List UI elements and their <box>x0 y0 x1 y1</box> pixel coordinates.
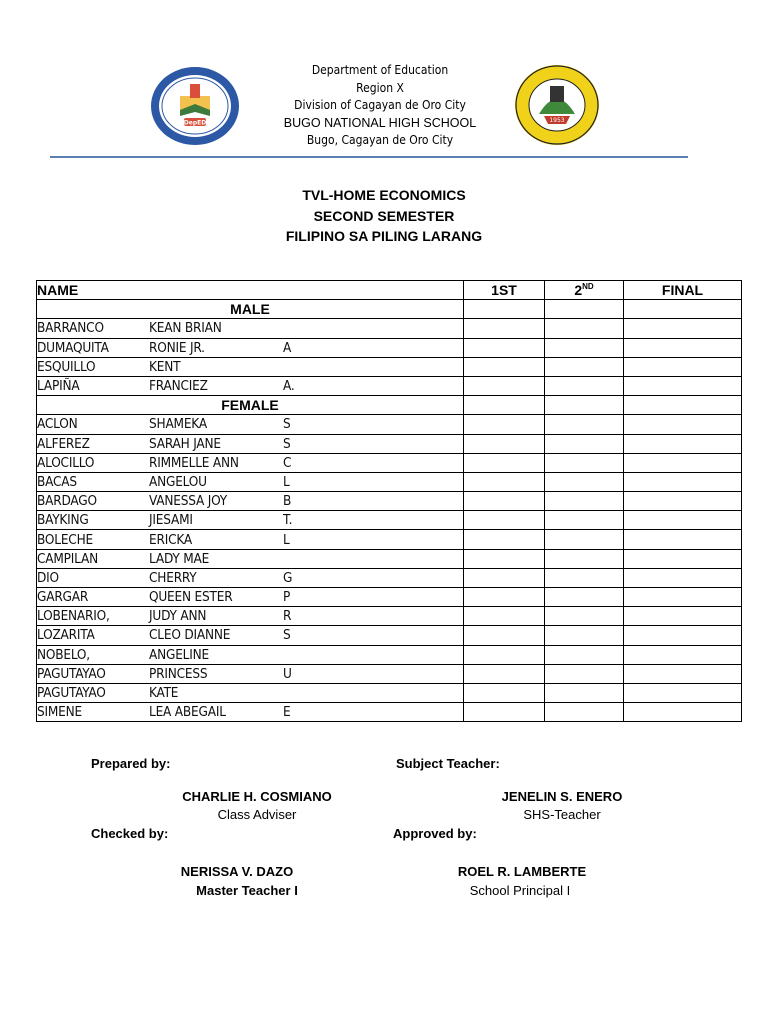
grade-2nd-cell[interactable] <box>545 415 624 434</box>
student-row <box>37 588 742 607</box>
student-mi-name: S <box>283 435 291 452</box>
student-last-name: CAMPILAN <box>37 550 99 567</box>
student-row <box>37 664 742 683</box>
grade-1st-cell[interactable] <box>464 319 545 338</box>
student-mi-name: A <box>283 339 292 356</box>
student-last-name: DIO <box>37 569 59 586</box>
grade-final-cell[interactable] <box>624 683 742 702</box>
student-last-name: SIMENE <box>37 704 83 721</box>
col-final-header: FINAL <box>624 281 742 300</box>
grade-final-cell[interactable] <box>624 492 742 511</box>
student-mi-name: E <box>283 704 291 721</box>
grade-2nd-cell[interactable] <box>545 376 624 395</box>
grade-cell <box>464 396 545 415</box>
student-first-name: SARAH JANE <box>149 435 221 452</box>
grade-final-cell[interactable] <box>624 376 742 395</box>
student-last-name: BAYKING <box>37 512 89 529</box>
student-row <box>37 357 742 376</box>
school-seal-logo <box>150 66 240 146</box>
student-last-name: DUMAQUITA <box>37 339 109 356</box>
prepared-by-label: Prepared by: <box>91 756 171 771</box>
grades-table <box>36 280 742 722</box>
student-last-name: ACLON <box>37 416 78 433</box>
grade-1st-cell[interactable] <box>464 338 545 357</box>
student-name <box>37 511 464 530</box>
student-first-name: KEAN BRIAN <box>149 320 222 337</box>
student-row <box>37 511 742 530</box>
student-row <box>37 492 742 511</box>
grade-final-cell[interactable] <box>624 530 742 549</box>
group-row-female <box>37 396 742 415</box>
grade-final-cell[interactable] <box>624 568 742 587</box>
student-first-name: LADY MAE <box>149 550 210 567</box>
student-name <box>37 588 464 607</box>
student-name <box>37 415 464 434</box>
grade-2nd-cell[interactable] <box>545 645 624 664</box>
student-mi-name: S <box>283 627 291 644</box>
student-first-name: CHERRY <box>149 569 197 586</box>
student-mi-name: C <box>283 454 292 471</box>
grade-1st-cell[interactable] <box>464 453 545 472</box>
student-last-name: BARRANCO <box>37 320 104 337</box>
student-mi-name: A. <box>283 378 295 395</box>
grade-1st-cell[interactable] <box>464 626 545 645</box>
student-name <box>37 645 464 664</box>
student-row <box>37 549 742 568</box>
student-row <box>37 607 742 626</box>
grade-cell <box>545 396 624 415</box>
student-row <box>37 338 742 357</box>
student-name <box>37 626 464 645</box>
student-first-name: ANGELINE <box>149 646 209 663</box>
student-mi-name: L <box>283 473 290 490</box>
student-first-name: SHAMEKA <box>149 416 207 433</box>
student-first-name: ERICKA <box>149 531 193 548</box>
adviser-title: Class Adviser <box>217 807 297 822</box>
student-last-name: BACAS <box>37 473 77 490</box>
student-name <box>37 664 464 683</box>
department-name: Department of Education <box>311 63 449 77</box>
grade-final-cell[interactable] <box>624 664 742 683</box>
student-mi-name: R <box>283 608 292 625</box>
student-last-name: PAGUTAYAO <box>37 665 106 682</box>
grade-2nd-cell[interactable] <box>545 588 624 607</box>
adviser-name: CHARLIE H. COSMIANO <box>182 789 332 804</box>
region-name: Region X <box>356 80 404 95</box>
group-row-male <box>37 300 742 319</box>
grade-1st-cell[interactable] <box>464 530 545 549</box>
student-first-name: RONIE JR. <box>149 339 205 356</box>
grade-1st-cell[interactable] <box>464 588 545 607</box>
document-titles <box>234 185 534 247</box>
grade-2nd-cell[interactable] <box>545 511 624 530</box>
student-first-name: LEA ABEGAIL <box>149 704 226 721</box>
grade-2nd-cell[interactable] <box>545 472 624 491</box>
student-row <box>37 415 742 434</box>
grade-1st-cell[interactable] <box>464 664 545 683</box>
student-name <box>37 338 464 357</box>
student-row <box>37 626 742 645</box>
grade-final-cell[interactable] <box>624 549 742 568</box>
student-first-name: KATE <box>149 685 179 702</box>
student-row <box>37 319 742 338</box>
checked-by-label: Checked by: <box>91 826 169 841</box>
grade-1st-cell[interactable] <box>464 703 545 722</box>
grade-2nd-cell[interactable] <box>545 626 624 645</box>
svg-text:1953: 1953 <box>549 117 565 124</box>
grade-1st-cell[interactable] <box>464 492 545 511</box>
student-first-name: ANGELOU <box>149 473 207 490</box>
student-name <box>37 607 464 626</box>
grade-1st-cell[interactable] <box>464 683 545 702</box>
student-mi-name: S <box>283 416 291 433</box>
student-last-name: NOBELO, <box>37 646 90 663</box>
student-name <box>37 319 464 338</box>
grade-final-cell[interactable] <box>624 472 742 491</box>
grade-2nd-cell[interactable] <box>545 549 624 568</box>
student-first-name: QUEEN ESTER <box>149 589 233 606</box>
grade-final-cell[interactable] <box>624 588 742 607</box>
grade-1st-cell[interactable] <box>464 357 545 376</box>
student-first-name: VANESSA JOY <box>149 493 227 510</box>
division-name: Division of Cagayan de Oro City <box>294 98 466 112</box>
student-row <box>37 376 742 395</box>
subject-title: FILIPINO SA PILING LARANG <box>285 228 483 244</box>
col-name-header: NAME <box>37 281 464 300</box>
grade-final-cell[interactable] <box>624 357 742 376</box>
grade-1st-cell[interactable] <box>464 511 545 530</box>
school-address: Bugo, Cagayan de Oro City <box>306 133 454 147</box>
grade-2nd-cell[interactable] <box>545 434 624 453</box>
student-name <box>37 683 464 702</box>
col-1st-header: 1ST <box>464 281 545 300</box>
student-mi-name: B <box>283 493 292 510</box>
student-name <box>37 376 464 395</box>
grade-final-cell[interactable] <box>624 338 742 357</box>
student-mi-name: L <box>283 531 290 548</box>
student-name <box>37 703 464 722</box>
student-name <box>37 568 464 587</box>
student-last-name: LOBENARIO, <box>37 608 110 625</box>
student-mi-name: P <box>283 589 291 606</box>
grade-2nd-cell[interactable] <box>545 664 624 683</box>
student-row <box>37 645 742 664</box>
student-row <box>37 453 742 472</box>
grade-final-cell[interactable] <box>624 703 742 722</box>
student-row <box>37 703 742 722</box>
student-name <box>37 472 464 491</box>
grade-2nd-cell[interactable] <box>545 607 624 626</box>
grade-1st-cell[interactable] <box>464 415 545 434</box>
approved-by-label: Approved by: <box>393 826 477 841</box>
student-first-name: JUDY ANN <box>149 608 207 625</box>
table-header-row <box>37 281 742 300</box>
master-teacher-name: NERISSA V. DAZO <box>180 864 294 879</box>
grade-final-cell[interactable] <box>624 511 742 530</box>
student-mi-name: U <box>283 665 292 682</box>
grade-2nd-cell[interactable] <box>545 338 624 357</box>
grade-final-cell[interactable] <box>624 319 742 338</box>
strand-title: TVL-HOME ECONOMICS <box>302 187 466 203</box>
student-name <box>37 530 464 549</box>
student-row <box>37 683 742 702</box>
grade-cell <box>464 300 545 319</box>
student-name <box>37 357 464 376</box>
grade-1st-cell[interactable] <box>464 607 545 626</box>
student-last-name: LOZARITA <box>37 627 95 644</box>
student-last-name: PAGUTAYAO <box>37 685 106 702</box>
grade-2nd-cell[interactable] <box>545 492 624 511</box>
student-last-name: BARDAGO <box>37 493 97 510</box>
grade-2nd-cell[interactable] <box>545 683 624 702</box>
student-last-name: ESQUILLO <box>37 358 96 375</box>
teacher-title: SHS-Teacher <box>523 807 601 822</box>
svg-text:DepED: DepED <box>183 119 207 127</box>
letterhead <box>270 62 490 150</box>
group-label: FEMALE <box>37 396 464 415</box>
student-first-name: FRANCIEZ <box>149 378 208 395</box>
grade-1st-cell[interactable] <box>464 434 545 453</box>
student-row <box>37 530 742 549</box>
student-first-name: JIESAMI <box>149 512 193 529</box>
grade-1st-cell[interactable] <box>464 549 545 568</box>
master-teacher-title: Master Teacher I <box>196 883 298 898</box>
student-row <box>37 472 742 491</box>
grade-2nd-cell[interactable] <box>545 703 624 722</box>
deped-seal-logo <box>514 64 600 146</box>
student-mi-name: T. <box>283 512 293 529</box>
grade-cell <box>545 300 624 319</box>
student-name <box>37 492 464 511</box>
school-name: BUGO NATIONAL HIGH SCHOOL <box>283 115 477 130</box>
grade-2nd-cell[interactable] <box>545 319 624 338</box>
teacher-name: JENELIN S. ENERO <box>501 789 623 804</box>
header-rule <box>50 156 688 158</box>
grade-final-cell[interactable] <box>624 453 742 472</box>
student-name <box>37 453 464 472</box>
student-last-name: ALOCILLO <box>37 454 95 471</box>
student-first-name: RIMMELLE ANN <box>149 454 239 471</box>
student-mi-name: G <box>283 569 293 586</box>
student-first-name: KENT <box>149 358 181 375</box>
grade-final-cell[interactable] <box>624 645 742 664</box>
grade-cell <box>624 300 742 319</box>
student-first-name: PRINCESS <box>149 665 208 682</box>
grade-2nd-cell[interactable] <box>545 357 624 376</box>
principal-name: ROEL R. LAMBERTE <box>457 864 587 879</box>
student-row <box>37 434 742 453</box>
grade-1st-cell[interactable] <box>464 568 545 587</box>
grade-1st-cell[interactable] <box>464 645 545 664</box>
grade-2nd-cell[interactable] <box>545 530 624 549</box>
group-label: MALE <box>37 300 464 319</box>
student-last-name: BOLECHE <box>37 531 93 548</box>
col-2nd-header: 2ND <box>545 281 624 300</box>
grade-1st-cell[interactable] <box>464 472 545 491</box>
grade-final-cell[interactable] <box>624 415 742 434</box>
grade-final-cell[interactable] <box>624 607 742 626</box>
student-name <box>37 549 464 568</box>
student-first-name: CLEO DIANNE <box>149 627 231 644</box>
principal-title: School Principal I <box>469 883 571 898</box>
grade-cell <box>624 396 742 415</box>
grade-final-cell[interactable] <box>624 434 742 453</box>
student-last-name: GARGAR <box>37 589 89 606</box>
student-last-name: ALFEREZ <box>37 435 90 452</box>
student-row <box>37 568 742 587</box>
grade-1st-cell[interactable] <box>464 376 545 395</box>
grade-2nd-cell[interactable] <box>545 568 624 587</box>
subject-teacher-label: Subject Teacher: <box>396 756 500 771</box>
grade-2nd-cell[interactable] <box>545 453 624 472</box>
student-last-name: LAPIÑA <box>37 378 80 395</box>
grade-final-cell[interactable] <box>624 626 742 645</box>
student-name <box>37 434 464 453</box>
semester-title: SECOND SEMESTER <box>313 207 455 224</box>
